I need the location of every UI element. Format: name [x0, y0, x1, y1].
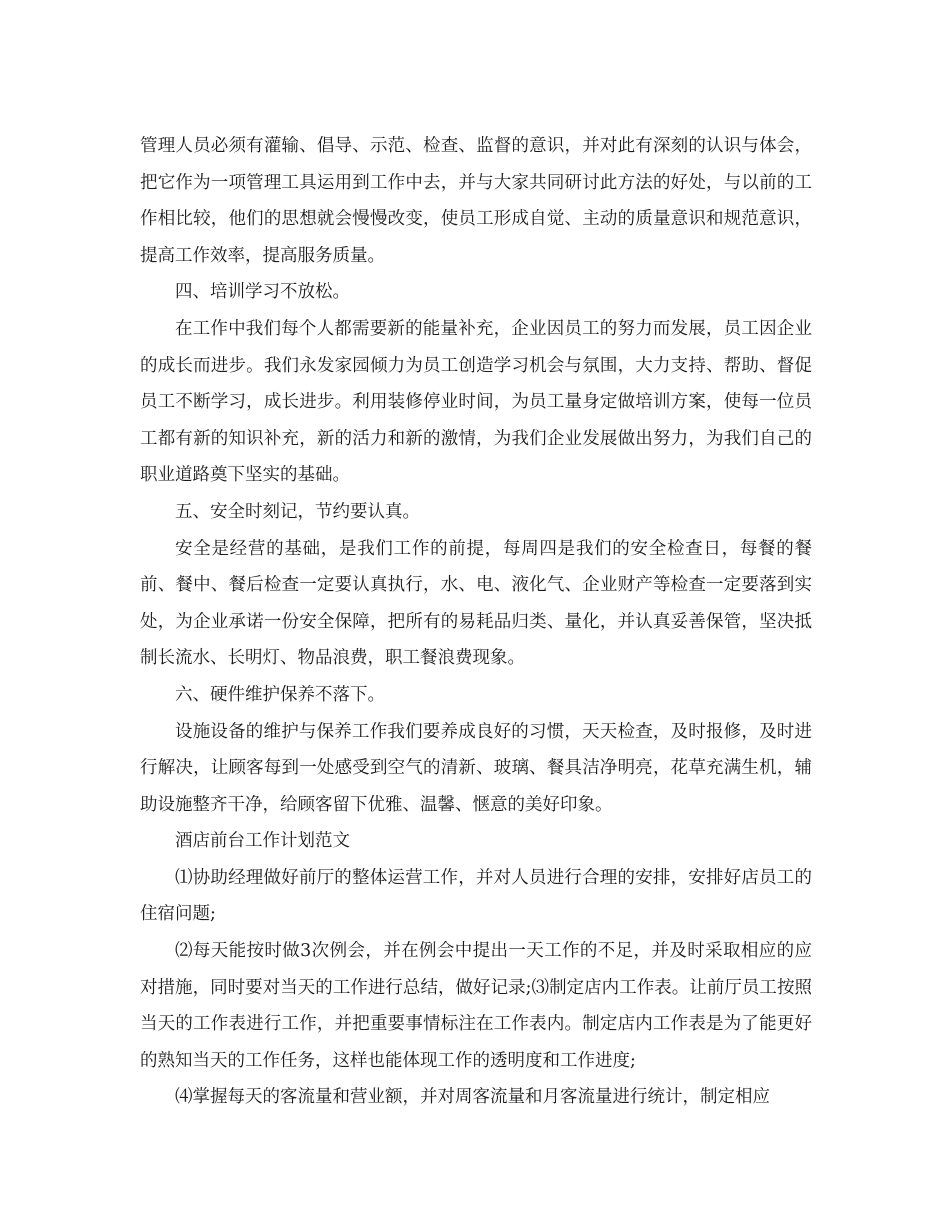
- body-paragraph: 设施设备的维护与保养工作我们要养成良好的习惯，天天检查，及时报修，及时进行解决，让顾客每到一处感受到空气的清新、玻璃、餐具洁净明亮，花草充满生机，辅助设施整齐干净，给顾客留下优雅、温馨、惬意的美好印象。: [140, 721, 812, 815]
- list-item: ⑴协助经理做好前厅的整体运营工作，并对人员进行合理的安排，安排好店员工的住宿问题;: [140, 867, 812, 925]
- section-heading-safety: 五、安全时刻记，节约要认真。: [175, 501, 420, 522]
- list-item: ⑷掌握每天的客流量和营业额，并对周客流量和月客流量进行统计，制定相应: [175, 1087, 770, 1108]
- list-item: ⑵每天能按时做3次例会，并在例会中提出一天工作的不足，并及时采取相应的应对措施，同时要对当天的工作进行总结，做好记录;⑶制定店内工作表。让前厅员工按照当天的工作表进行工作，并把重要事情标注在工作表内。制定店内工作表是为了能更好的熟知当天的工作任务，这样也能体现工作的透明度和工作进度;: [140, 941, 812, 1071]
- body-paragraph: 管理人员必须有灌输、倡导、示范、检查、监督的意识，并对此有深刻的认识与体会，把它作为一项管理工具运用到工作中去，并与大家共同研讨此方法的好处，与以前的工作相比较，他们的思想就会慢慢改变，使员工形成自觉、主动的质量意识和规范意识，提高工作效率，提高服务质量。: [140, 136, 812, 266]
- body-paragraph: 在工作中我们每个人都需要新的能量补充，企业因员工的努力而发展，员工因企业的成长而进步。我们永发家园倾力为员工创造学习机会与氛围，大力支持、帮助、督促员工不断学习，成长进步。利用装修停业时间，为员工量身定做培训方案，使每一位员工都有新的知识补充，新的活力和新的激情，为我们企业发展做出努力，为我们自己的职业道路奠下坚实的基础。: [140, 318, 812, 486]
- document-page: [140, 128, 812, 1116]
- body-paragraph: 安全是经营的基础，是我们工作的前提，每周四是我们的安全检查日，每餐的餐前、餐中、餐后检查一定要认真执行，水、电、液化气、企业财产等检查一定要落到实处，为企业承诺一份安全保障，把所有的易耗品归类、量化，并认真妥善保管，坚决抵制长流水、长明灯、物品浪费，职工餐浪费现象。: [140, 538, 812, 669]
- section-heading-training: 四、培训学习不放松。: [175, 282, 350, 303]
- section-heading-maintenance: 六、硬件维护保养不落下。: [175, 684, 385, 705]
- document-subtitle: 酒店前台工作计划范文: [175, 831, 350, 852]
